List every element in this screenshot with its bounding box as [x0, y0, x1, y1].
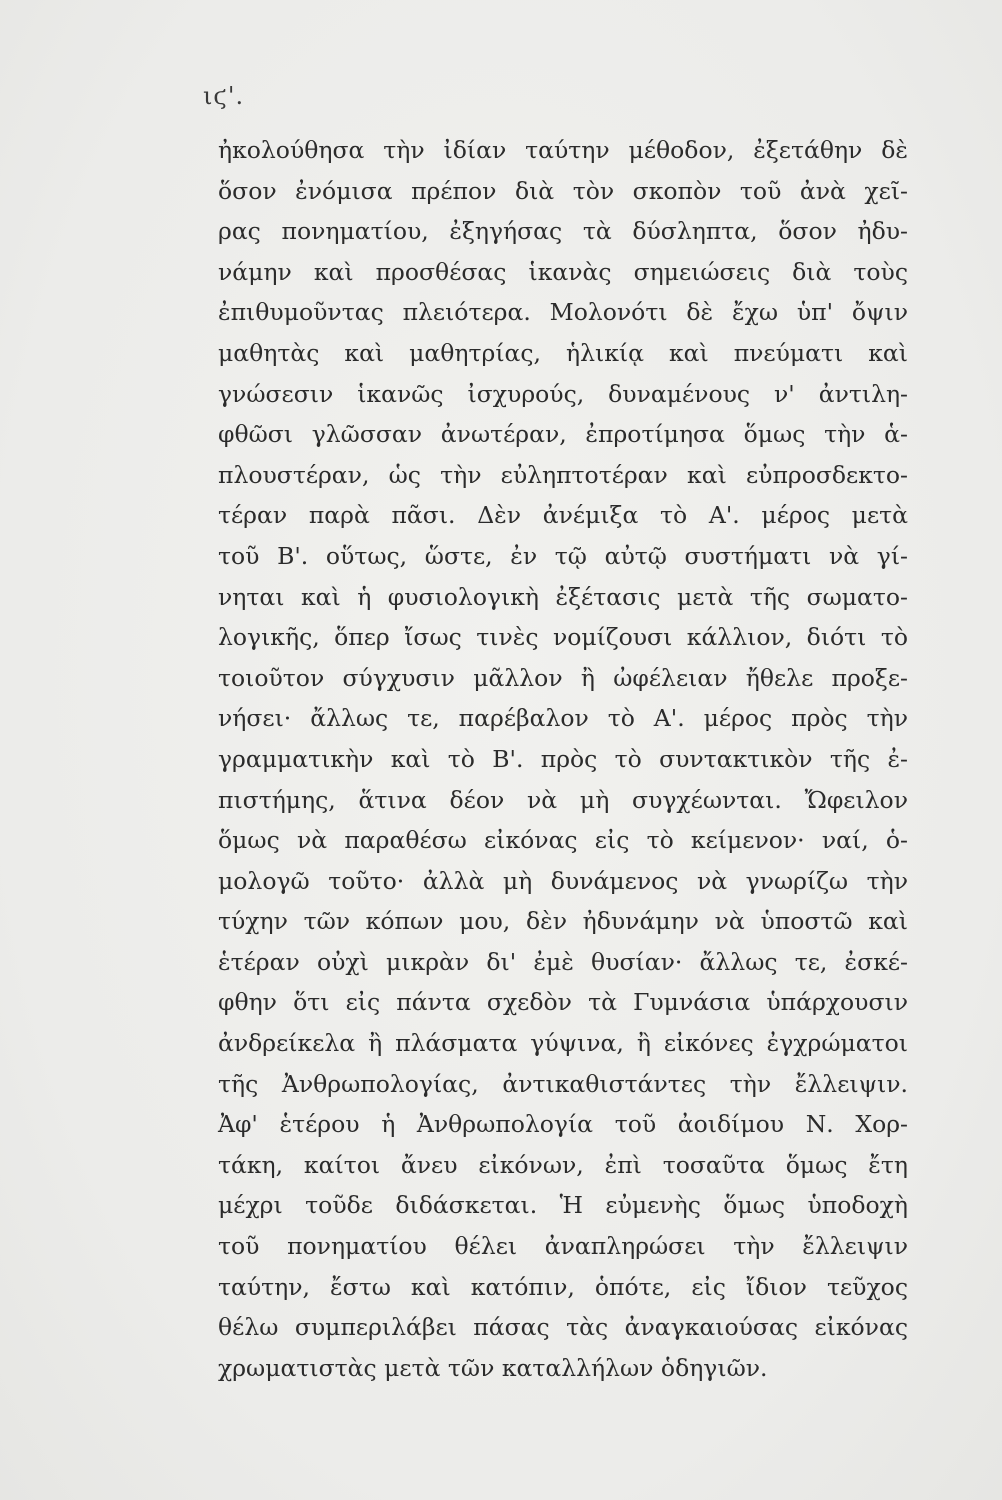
text-line: μέχρι τοῦδε διδάσκεται. Ἡ εὐμενὴς ὅμως ὑποδοχὴ	[218, 1191, 908, 1220]
text-line: φθῶσι γλῶσσαν ἀνωτέραν, ἐπροτίμησα ὅμως τὴν ἁ-	[218, 420, 908, 449]
text-line: γνώσεσιν ἱκανῶς ἰσχυρούς, δυναμένους ν' ἀντιλη-	[218, 379, 908, 408]
text-line: χρωματιστὰς μετὰ τῶν καταλλήλων ὁδηγιῶν.	[218, 1353, 768, 1382]
text-line: μολογῶ τοῦτο· ἀλλὰ μὴ δυνάμενος νὰ γνωρίζω τὴν	[218, 866, 908, 895]
text-line: λογικῆς, ὅπερ ἴσως τινὲς νομίζουσι κάλλιον, διότι τὸ	[218, 623, 908, 652]
text-line: ὅμως νὰ παραθέσω εἰκόνας εἰς τὸ κείμενον· ναί, ὁ-	[218, 826, 908, 855]
text-line: ἠκολούθησα τὴν ἰδίαν ταύτην μέθοδον, ἐξετάθην δὲ	[218, 136, 908, 164]
text-line: νάμην καὶ προσθέσας ἱκανὰς σημειώσεις διὰ τοὺς	[218, 257, 908, 286]
text-line: Ἀφ' ἑτέρου ἡ Ἀνθρωπολογία τοῦ ἀοιδίμου Ν. Χορ-	[218, 1110, 908, 1139]
text-line: ρας πονηματίου, ἐξηγήσας τὰ δύσληπτα, ὅσον ἠδυ-	[218, 217, 908, 246]
text-line: ἀνδρείκελα ἢ πλάσματα γύψινα, ἢ εἰκόνες ἐγχρώματοι	[218, 1029, 908, 1058]
text-line: τοῦ Β'. οὕτως, ὥστε, ἐν τῷ αὐτῷ συστήματι νὰ γί-	[218, 541, 908, 570]
text-line: νήσει· ἄλλως τε, παρέβαλον τὸ Α'. μέρος πρὸς τὴν	[218, 704, 908, 733]
text-line: ὅσον ἐνόμισα πρέπον διὰ τὸν σκοπὸν τοῦ ἀνὰ χεῖ-	[218, 176, 908, 205]
text-line: τοιοῦτον σύγχυσιν μᾶλλον ἢ ὠφέλειαν ἤθελε προξε-	[218, 663, 908, 692]
body-text	[218, 130, 908, 1388]
text-line: φθην ὅτι εἰς πάντα σχεδὸν τὰ Γυμνάσια ὑπάρχουσιν	[218, 988, 908, 1017]
text-line: πιστήμης, ἅτινα δέον νὰ μὴ συγχέωνται. Ὤφειλον	[218, 785, 908, 814]
text-line: γραμματικὴν καὶ τὸ Β'. πρὸς τὸ συντακτικὸν τῆς ἐ-	[218, 744, 908, 773]
text-line: ἐπιθυμοῦντας πλειότερα. Μολονότι δὲ ἔχω ὑπ' ὄψιν	[218, 298, 908, 327]
text-line: ταύτην, ἔστω καὶ κατόπιν, ὁπότε, εἰς ἴδιον τεῦχος	[218, 1272, 908, 1301]
text-line: νηται καὶ ἡ φυσιολογικὴ ἐξέτασις μετὰ τῆς σωματο-	[218, 582, 908, 611]
text-line: τῆς Ἀνθρωπολογίας, ἀντικαθιστάντες τὴν ἔλλειψιν.	[218, 1069, 908, 1098]
text-line: μαθητὰς καὶ μαθητρίας, ἡλικίᾳ καὶ πνεύματι καὶ	[218, 338, 908, 367]
page-number: ιϛ'.	[203, 82, 245, 110]
text-line: τοῦ πονηματίου θέλει ἀναπληρώσει τὴν ἔλλειψιν	[218, 1232, 908, 1261]
text-line: τάκη, καίτοι ἄνευ εἰκόνων, ἐπὶ τοσαῦτα ὅμως ἔτη	[218, 1150, 908, 1179]
text-line: τέραν παρὰ πᾶσι. Δὲν ἀνέμιξα τὸ Α'. μέρος μετὰ	[218, 501, 908, 530]
text-line: τύχην τῶν κόπων μου, δὲν ἠδυνάμην νὰ ὑποστῶ καὶ	[218, 907, 908, 936]
text-line: ἑτέραν οὐχὶ μικρὰν δι' ἐμὲ θυσίαν· ἄλλως τε, ἐσκέ-	[218, 947, 908, 976]
text-line: θέλω συμπεριλάβει πάσας τὰς ἀναγκαιούσας εἰκόνας	[218, 1313, 908, 1342]
text-line: πλουστέραν, ὡς τὴν εὐληπτοτέραν καὶ εὐπροσδεκτο-	[218, 460, 908, 489]
